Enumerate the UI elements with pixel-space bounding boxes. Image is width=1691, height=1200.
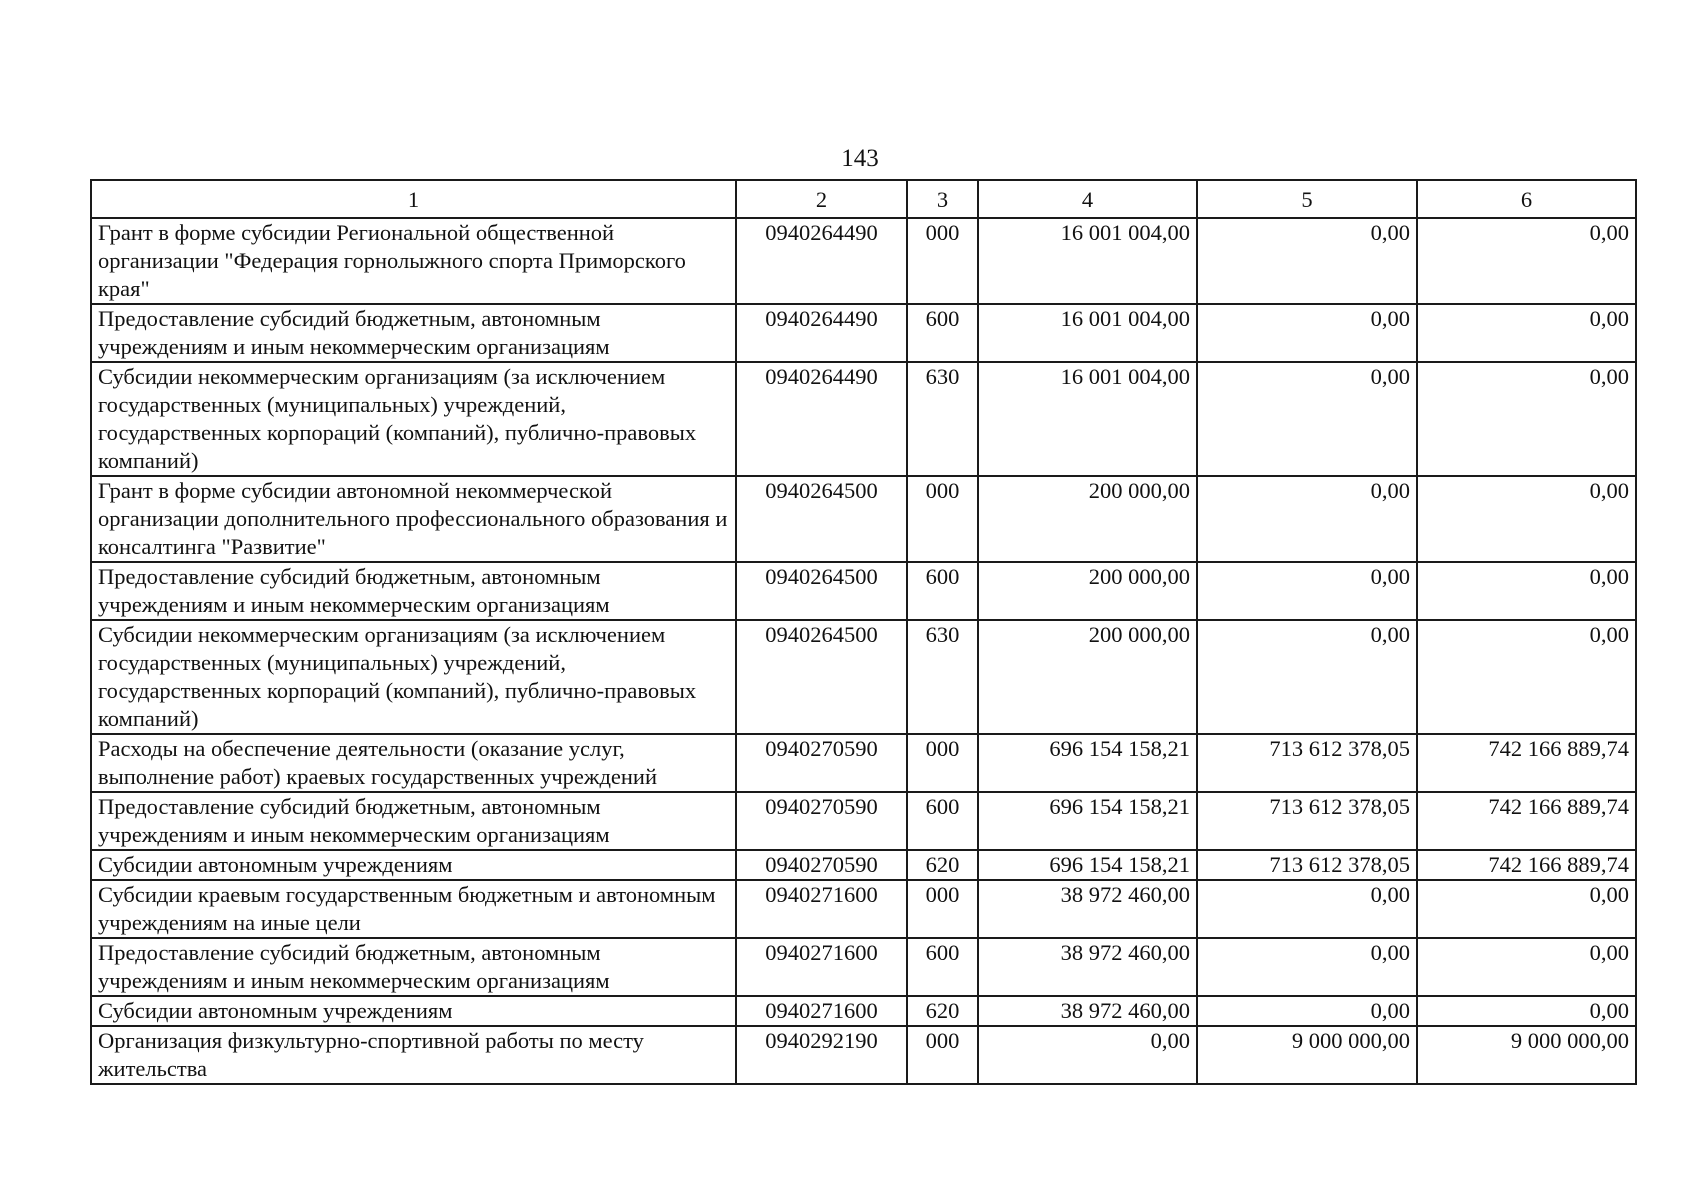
amount-col-6: 0,00: [1417, 362, 1636, 476]
column-header: 6: [1417, 180, 1636, 218]
amount-col-6: 0,00: [1417, 620, 1636, 734]
amount-col-4: 200 000,00: [978, 476, 1197, 562]
expense-type-code: 630: [907, 620, 978, 734]
amount-col-6: 0,00: [1417, 880, 1636, 938]
expense-name: Субсидии некоммерческим организациям (за исключением государственных (муниципальных) учреждений, государственных корпораций (компаний), публично-правовых компаний): [91, 362, 736, 476]
amount-col-6: 0,00: [1417, 304, 1636, 362]
target-code: 0940270590: [736, 734, 907, 792]
table-row: [91, 476, 1636, 562]
target-code: 0940264500: [736, 476, 907, 562]
expense-type-code: 620: [907, 850, 978, 880]
amount-col-6: 0,00: [1417, 218, 1636, 304]
amount-col-4: 200 000,00: [978, 620, 1197, 734]
amount-col-5: 0,00: [1197, 880, 1417, 938]
amount-col-5: 0,00: [1197, 620, 1417, 734]
amount-col-4: 200 000,00: [978, 562, 1197, 620]
amount-col-6: 0,00: [1417, 938, 1636, 996]
table-row: [91, 562, 1636, 620]
expense-type-code: 000: [907, 734, 978, 792]
table-row: [91, 734, 1636, 792]
table-header-row: [91, 180, 1636, 218]
target-code: 0940271600: [736, 996, 907, 1026]
expense-name: Предоставление субсидий бюджетным, автономным учреждениям и иным некоммерческим организациям: [91, 938, 736, 996]
expense-type-code: 000: [907, 476, 978, 562]
expense-type-code: 630: [907, 362, 978, 476]
expense-type-code: 000: [907, 218, 978, 304]
column-header: 1: [91, 180, 736, 218]
target-code: 0940270590: [736, 792, 907, 850]
amount-col-4: 0,00: [978, 1026, 1197, 1084]
amount-col-4: 16 001 004,00: [978, 304, 1197, 362]
amount-col-5: 0,00: [1197, 562, 1417, 620]
table-row: [91, 218, 1636, 304]
amount-col-4: 38 972 460,00: [978, 938, 1197, 996]
expense-name: Расходы на обеспечение деятельности (оказание услуг, выполнение работ) краевых государственных учреждений: [91, 734, 736, 792]
column-header: 2: [736, 180, 907, 218]
column-header: 5: [1197, 180, 1417, 218]
expense-type-code: 620: [907, 996, 978, 1026]
expense-name: Грант в форме субсидии Региональной общественной организации "Федерация горнолыжного спорта Приморского края": [91, 218, 736, 304]
expense-type-code: 600: [907, 938, 978, 996]
target-code: 0940271600: [736, 938, 907, 996]
amount-col-5: 713 612 378,05: [1197, 792, 1417, 850]
table-row: [91, 996, 1636, 1026]
amount-col-6: 9 000 000,00: [1417, 1026, 1636, 1084]
amount-col-4: 16 001 004,00: [978, 362, 1197, 476]
amount-col-4: 16 001 004,00: [978, 218, 1197, 304]
expense-name: Субсидии краевым государственным бюджетным и автономным учреждениям на иные цели: [91, 880, 736, 938]
target-code: 0940264490: [736, 218, 907, 304]
expense-name: Субсидии автономным учреждениям: [91, 996, 736, 1026]
amount-col-6: 0,00: [1417, 476, 1636, 562]
expense-type-code: 000: [907, 1026, 978, 1084]
amount-col-6: 742 166 889,74: [1417, 850, 1636, 880]
amount-col-5: 713 612 378,05: [1197, 850, 1417, 880]
table-row: [91, 1026, 1636, 1084]
amount-col-5: 0,00: [1197, 476, 1417, 562]
amount-col-5: 0,00: [1197, 304, 1417, 362]
column-header: 3: [907, 180, 978, 218]
amount-col-6: 742 166 889,74: [1417, 734, 1636, 792]
expense-name: Предоставление субсидий бюджетным, автономным учреждениям и иным некоммерческим организациям: [91, 792, 736, 850]
amount-col-4: 696 154 158,21: [978, 792, 1197, 850]
amount-col-6: 742 166 889,74: [1417, 792, 1636, 850]
column-header: 4: [978, 180, 1197, 218]
amount-col-5: 0,00: [1197, 938, 1417, 996]
expense-name: Грант в форме субсидии автономной некоммерческой организации дополнительного профессионального образования и консалтинга "Развитие": [91, 476, 736, 562]
amount-col-5: 0,00: [1197, 362, 1417, 476]
expense-name: Организация физкультурно-спортивной работы по месту жительства: [91, 1026, 736, 1084]
target-code: 0940264490: [736, 304, 907, 362]
target-code: 0940270590: [736, 850, 907, 880]
target-code: 0940271600: [736, 880, 907, 938]
amount-col-5: 0,00: [1197, 218, 1417, 304]
expense-name: Предоставление субсидий бюджетным, автономным учреждениям и иным некоммерческим организациям: [91, 562, 736, 620]
page-number: 143: [841, 145, 879, 172]
expense-type-code: 000: [907, 880, 978, 938]
table-row: [91, 362, 1636, 476]
amount-col-5: 713 612 378,05: [1197, 734, 1417, 792]
table-row: [91, 880, 1636, 938]
amount-col-5: 9 000 000,00: [1197, 1026, 1417, 1084]
table-row: [91, 850, 1636, 880]
expense-name: Субсидии некоммерческим организациям (за исключением государственных (муниципальных) учреждений, государственных корпораций (компаний), публично-правовых компаний): [91, 620, 736, 734]
amount-col-4: 696 154 158,21: [978, 734, 1197, 792]
expense-name: Субсидии автономным учреждениям: [91, 850, 736, 880]
table-row: [91, 620, 1636, 734]
table-row: [91, 938, 1636, 996]
target-code: 0940292190: [736, 1026, 907, 1084]
expense-name: Предоставление субсидий бюджетным, автономным учреждениям и иным некоммерческим организациям: [91, 304, 736, 362]
amount-col-6: 0,00: [1417, 996, 1636, 1026]
target-code: 0940264490: [736, 362, 907, 476]
amount-col-6: 0,00: [1417, 562, 1636, 620]
amount-col-4: 38 972 460,00: [978, 880, 1197, 938]
target-code: 0940264500: [736, 620, 907, 734]
table-row: [91, 304, 1636, 362]
amount-col-5: 0,00: [1197, 996, 1417, 1026]
expense-type-code: 600: [907, 562, 978, 620]
table-row: [91, 792, 1636, 850]
budget-table: [90, 179, 1637, 1085]
target-code: 0940264500: [736, 562, 907, 620]
amount-col-4: 696 154 158,21: [978, 850, 1197, 880]
amount-col-4: 38 972 460,00: [978, 996, 1197, 1026]
expense-type-code: 600: [907, 304, 978, 362]
expense-type-code: 600: [907, 792, 978, 850]
